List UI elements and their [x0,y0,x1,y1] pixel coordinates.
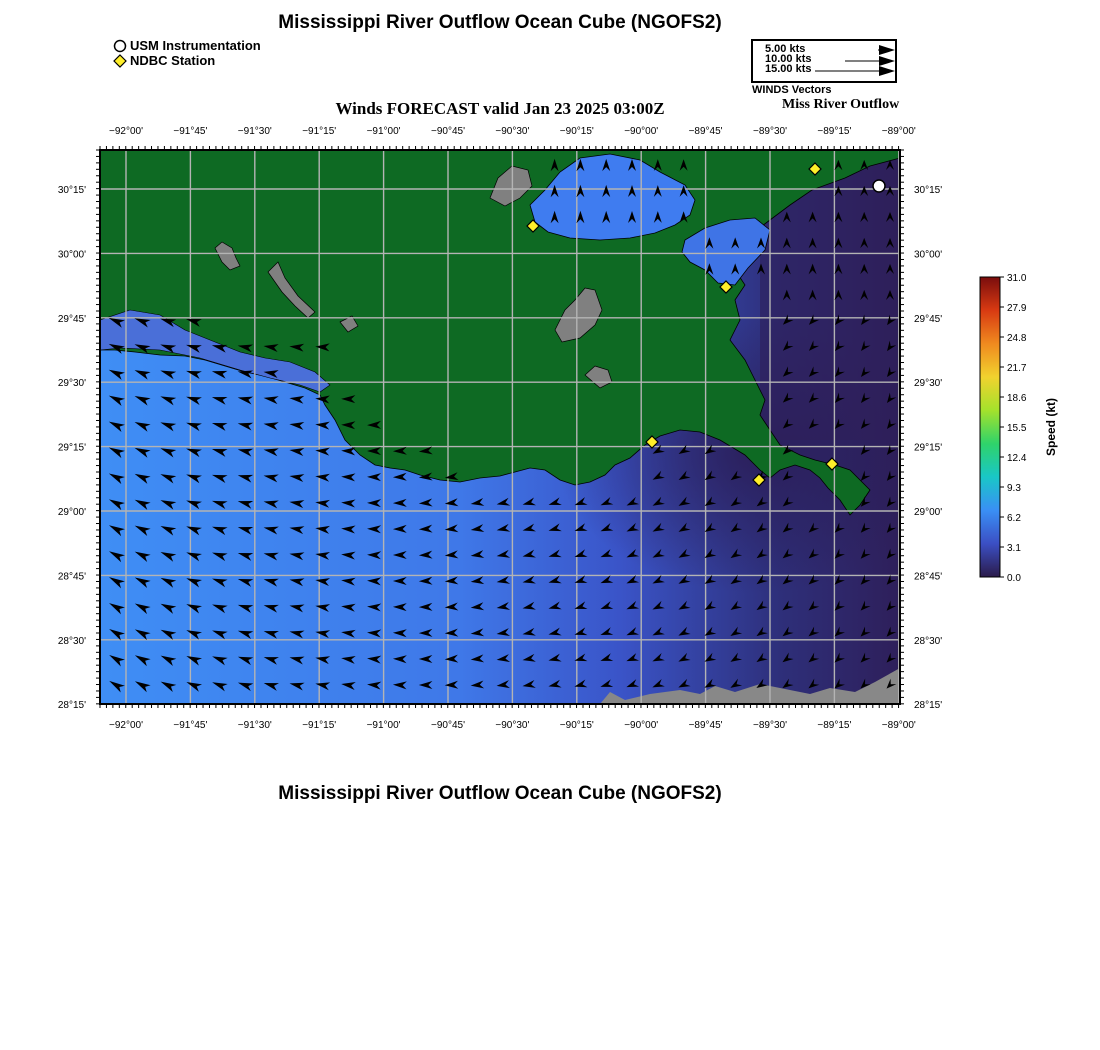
colorbar-tick: 12.4 [1007,453,1027,464]
lon-tick-top: −91°15' [302,126,337,137]
lat-tick-left: 29°45' [57,313,86,325]
colorbar-tick: 6.2 [1007,513,1021,524]
lat-tick-right: 29°15' [914,442,943,454]
colorbar-tick: 24.8 [1007,333,1027,344]
lon-tick-top: −91°00' [366,126,401,137]
colorbar-tick: 3.1 [1007,543,1021,554]
lon-tick-bottom: −91°45' [173,720,208,731]
page-title-bottom: Mississippi River Outflow Ocean Cube (NGOFS2) [278,783,722,804]
lon-tick-bottom: −90°00' [624,720,659,731]
vector-key-caption: WINDS Vectors [752,84,832,96]
lon-tick-top: −91°45' [173,126,208,137]
lat-tick-left: 30°15' [57,185,86,196]
lon-tick-bottom: −92°00' [109,720,143,731]
lat-tick-left: 28°30' [57,635,86,647]
lat-tick-right: 29°45' [914,313,943,325]
lat-tick-left: 29°15' [57,442,86,454]
colorbar-label: Speed (kt) [1044,397,1058,457]
lat-tick-right: 29°00' [914,507,943,518]
colorbar-ramp [980,277,1000,577]
lat-tick-right: 28°45' [914,571,943,583]
lon-tick-top: −90°30' [495,126,530,137]
lat-tick-left: 28°15' [57,700,86,712]
lat-tick-left: 28°45' [57,571,86,583]
lon-tick-bottom: −91°00' [366,720,401,731]
legend-ndbc-label: NDBC Station [130,53,216,68]
lon-tick-bottom: −90°45' [431,720,465,731]
lon-tick-bottom: −89°45' [688,720,723,731]
lon-tick-top: −89°45' [688,126,723,137]
lon-tick-bottom: −91°15' [302,720,337,731]
colorbar-tick: 9.3 [1007,483,1021,494]
lat-tick-right: 30°15' [914,185,943,196]
lon-tick-top: −90°00' [624,126,659,137]
lon-tick-bottom: −91°30' [237,720,272,731]
lon-tick-top: −89°30' [753,126,787,137]
colorbar-tick: 21.7 [1007,363,1027,374]
lat-tick-left: 29°00' [57,507,86,518]
lon-tick-top: −89°00' [881,126,916,137]
legend-usm-label: USM Instrumentation [130,38,261,53]
usm-instrument-marker[interactable] [873,180,885,192]
vector-key-row-15: 15.00 kts [765,63,812,75]
colorbar-tick: 15.5 [1007,423,1027,434]
lon-tick-top: −91°30' [237,126,272,137]
lon-tick-top: −90°45' [431,126,465,137]
vector-key-row-10: 10.00 kts [765,53,812,65]
speed-colorbar [960,265,1080,595]
lon-tick-bottom: −89°00' [881,720,916,731]
lon-tick-top: −90°15' [559,126,594,137]
lat-tick-right: 29°30' [914,378,943,390]
lat-tick-right: 30°00' [914,249,943,261]
vector-key-row-5: 5.00 kts [765,43,806,55]
lon-tick-bottom: −90°30' [495,720,530,731]
lon-tick-bottom: −89°15' [817,720,852,731]
colorbar-tick: 0.0 [1007,573,1021,584]
lat-tick-left: 30°00' [57,249,86,261]
lon-tick-bottom: −89°30' [753,720,787,731]
lon-tick-top: −89°15' [817,126,852,137]
lon-tick-top: −92°00' [109,126,143,137]
lat-tick-right: 28°15' [914,700,943,712]
forecast-title: Winds FORECAST valid Jan 23 2025 03:00Z [335,99,665,118]
region-label: Miss River Outflow [782,97,900,112]
colorbar-tick: 31.0 [1007,273,1027,284]
lat-tick-left: 29°30' [57,378,86,390]
colorbar-tick: 18.6 [1007,393,1027,404]
lon-tick-bottom: −90°15' [559,720,594,731]
lat-tick-right: 28°30' [914,635,943,647]
colorbar-tick: 27.9 [1007,303,1027,314]
page-title: Mississippi River Outflow Ocean Cube (NGOFS2) [278,12,722,33]
